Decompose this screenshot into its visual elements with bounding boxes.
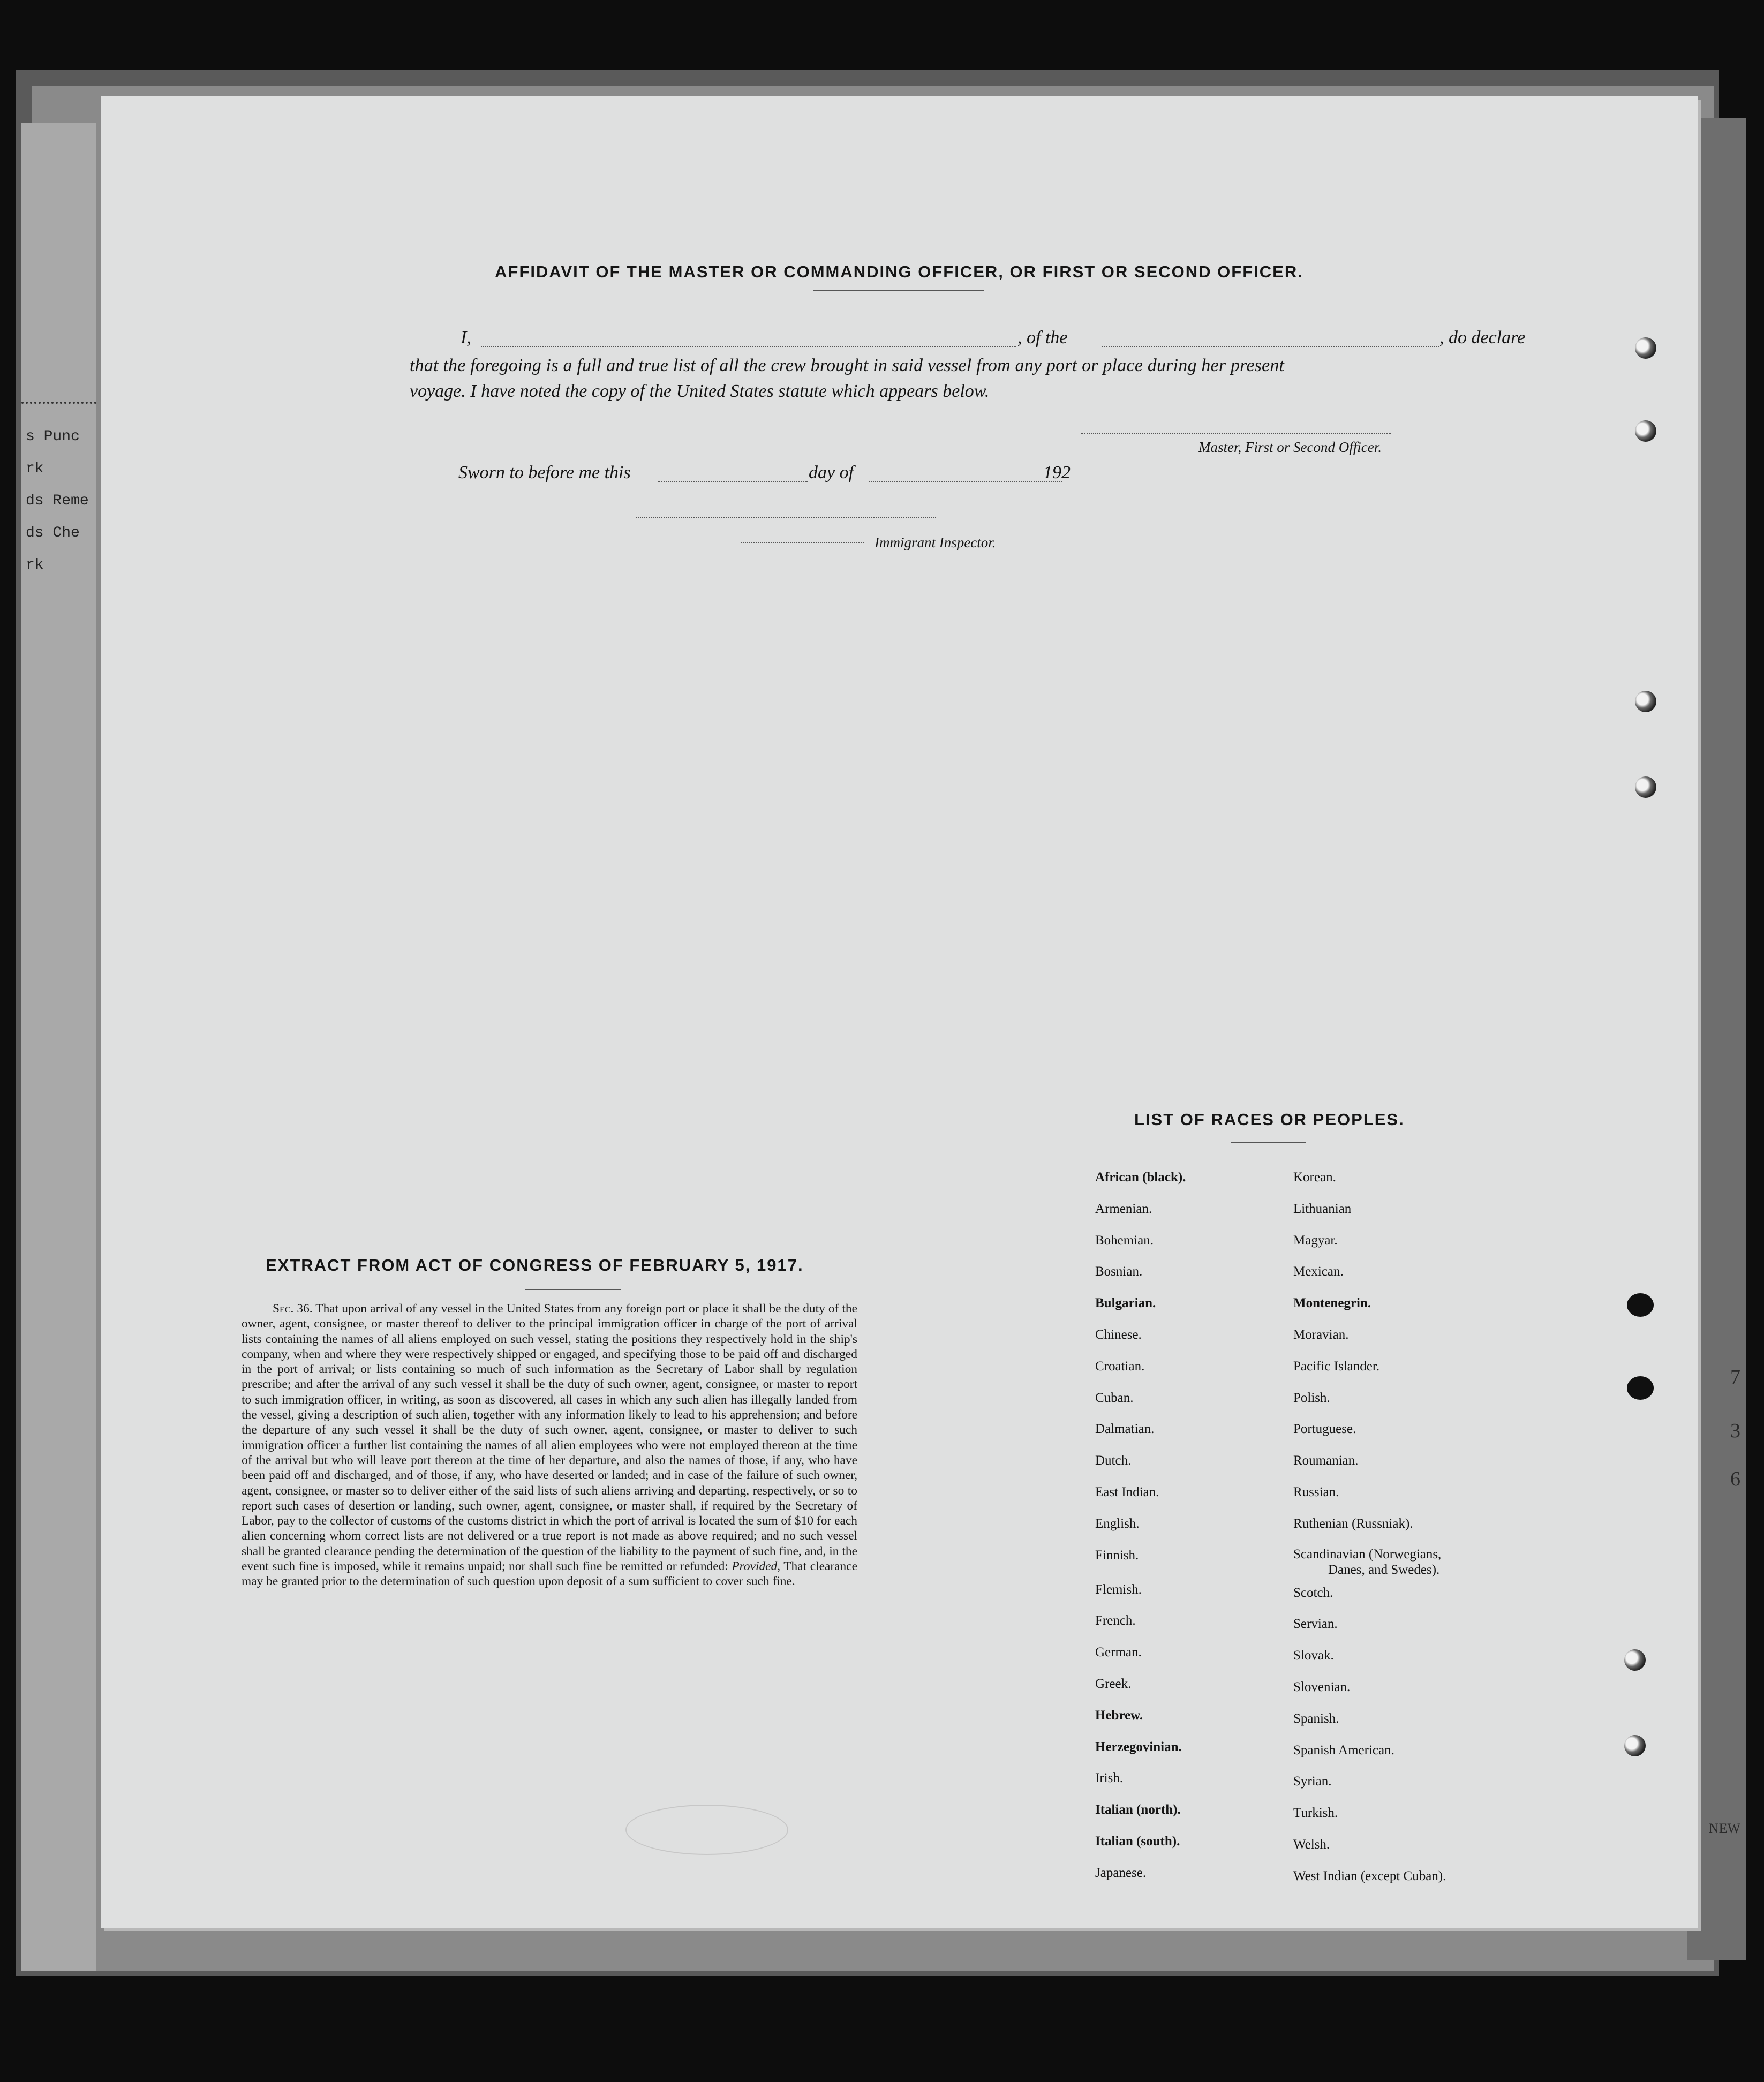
race-item: Italian (north). (1095, 1802, 1181, 1817)
left-underlying-sheet (21, 123, 96, 1971)
race-item: Chinese. (1095, 1327, 1142, 1342)
race-item: Bosnian. (1095, 1264, 1143, 1279)
race-item: Scotch. (1293, 1585, 1333, 1600)
race-item: Italian (south). (1095, 1834, 1180, 1849)
extract-paragraph: That upon arrival of any vessel in the United States from any foreign port or place it shall be the duty of the owner, agent, consignee, or master thereof to deliver to the principal immigration officer in charge of the port of arrival lists containing the names of all aliens employed on such vessel, stating the positions they respectively hold in the ship's company, when and where they were respectively shipped or engaged, and specifying those to be paid off and discharged in the port of arrival; or lists containing so much of such information as the Secretary of Labor shall by regulation prescribe; and after the arrival of any such vessel it shall be the duty of such owner, agent, consignee, or master to report to such immigration officer, in writing, as soon as discovered, all cases in which any such alien has illegally landed from the vessel, giving a description of such alien, together with any information likely to lead to his apprehension; and before the departure of any such vessel it shall be the duty of such owner, agent, consignee, or master to deliver to such immigration officer a further list containing the names of all alien employees who were not employed thereon at the time of the arrival but who will leave port thereon at the time of her departure, and also the names of those, if any, who have been paid off and discharged, and of those, if any, who have deserted or landed; and in case of the failure of such owner, agent, consignee, or master so to deliver either of the said lists of such aliens arriving and departing, respectively, or so to report such cases of desertion or landing, such owner, agent, consignee, or master shall, if required by the Secretary of Labor, pay to the collector of customs of the customs district in which the port of arrival is located the sum of $10 for each alien concerning whom correct lists are not delivered or a true report is not made as above required; and no such vessel shall be granted clearance pending the determination of the question of the liability to the payment of such fine, and, in the event such fine is imposed, while it remains unpaid; nor shall such fine be remitted or refunded: (242, 1302, 857, 1574)
race-item: Spanish American. (1293, 1742, 1394, 1757)
race-item: Turkish. (1293, 1806, 1338, 1821)
race-item: Hebrew. (1095, 1708, 1143, 1723)
race-item: Lithuanian (1293, 1201, 1352, 1216)
punch-hole (1627, 1293, 1654, 1317)
race-item: Moravian. (1293, 1327, 1349, 1342)
i-label: I, (461, 328, 471, 348)
punch-hole (1624, 1649, 1646, 1671)
race-item: Magyar. (1293, 1233, 1338, 1248)
race-item: Roumanian. (1293, 1453, 1359, 1468)
race-item: Irish. (1095, 1771, 1124, 1786)
manifest-page (101, 96, 1698, 1928)
race-item: Slovak. (1293, 1648, 1334, 1663)
races-rule (1231, 1142, 1306, 1143)
race-item: Armenian. (1095, 1201, 1152, 1216)
race-item: African (black). (1095, 1170, 1186, 1185)
race-item: Ruthenian (Russniak). (1293, 1516, 1413, 1531)
extract-paragraph-end: That clearance may be granted prior to the determination of such question upon deposit of a sum sufficient to cover such fine. (242, 1559, 857, 1589)
left-dotted-line (21, 402, 96, 404)
signature-blank (1081, 433, 1391, 434)
race-item: Servian. (1293, 1617, 1338, 1632)
affidavit-title: AFFIDAVIT OF THE MASTER OR COMMANDING OFFICER, OR FIRST OR SECOND OFFICER. (495, 262, 1303, 281)
race-item: Pacific Islander. (1293, 1359, 1380, 1374)
name-blank (481, 346, 1016, 347)
race-item: German. (1095, 1645, 1142, 1660)
vessel-blank (1102, 346, 1439, 347)
right-fragment: 6 (1730, 1468, 1740, 1490)
day-blank (658, 481, 808, 482)
title-rule (813, 290, 984, 291)
race-item: Japanese. (1095, 1865, 1147, 1880)
inspector-sig-blank (636, 517, 936, 518)
sworn-label: Sworn to before me this (458, 463, 631, 482)
races-left-column (1095, 1162, 1186, 1889)
day-of-label: day of (809, 463, 854, 482)
race-item: Welsh. (1293, 1837, 1330, 1852)
race-item: Spanish. (1293, 1711, 1339, 1726)
statement-line-2: voyage. I have noted the copy of the United States statute which appears below. (410, 381, 990, 401)
race-item: Cuban. (1095, 1390, 1134, 1405)
left-fragment: rk (26, 461, 44, 477)
race-item: Finnish. (1095, 1548, 1139, 1563)
race-item: Dutch. (1095, 1453, 1132, 1468)
left-fragment: ds Che (26, 525, 80, 541)
extract-body (242, 1301, 857, 1589)
race-item: Herzegovinian. (1095, 1739, 1182, 1754)
inspector-blank (741, 542, 864, 543)
left-fragment: rk (26, 557, 44, 574)
punch-hole (1624, 1735, 1646, 1756)
race-item: Dalmatian. (1095, 1422, 1155, 1437)
race-item: Croatian. (1095, 1359, 1145, 1374)
month-blank (869, 481, 1062, 482)
race-item: English. (1095, 1516, 1140, 1531)
race-item: Danes, and Swedes). (1328, 1562, 1440, 1577)
race-item: French. (1095, 1613, 1136, 1628)
race-item: Bulgarian. (1095, 1296, 1156, 1311)
do-declare-label: , do declare (1439, 328, 1526, 348)
punch-hole (1635, 691, 1656, 712)
signature-caption: Master, First or Second Officer. (1198, 439, 1382, 455)
year-prefix: 192 (1043, 463, 1071, 482)
race-item: Scandinavian (Norwegians, (1293, 1547, 1442, 1562)
section-label: Sec. 36. (273, 1302, 313, 1316)
races-title: LIST OF RACES OR PEOPLES. (1134, 1110, 1405, 1129)
race-item: Syrian. (1293, 1774, 1332, 1789)
punch-hole (1635, 776, 1656, 798)
race-item: Flemish. (1095, 1582, 1142, 1597)
race-item: Montenegrin. (1293, 1296, 1371, 1311)
race-item: Greek. (1095, 1676, 1132, 1691)
right-fragment: 7 (1730, 1366, 1740, 1389)
provided-label: Provided, (732, 1559, 781, 1574)
right-fragment: 3 (1730, 1420, 1740, 1442)
right-fragment: NEW (1708, 1821, 1740, 1836)
races-right-column (1293, 1162, 1446, 1892)
race-item: East Indian. (1095, 1484, 1159, 1499)
punch-hole (1627, 1376, 1654, 1400)
extract-title: EXTRACT FROM ACT OF CONGRESS OF FEBRUARY 5, 1917. (266, 1256, 804, 1274)
punch-hole (1635, 420, 1656, 442)
race-item: Portuguese. (1293, 1422, 1356, 1437)
faint-stamp (625, 1805, 788, 1855)
left-fragment: ds Reme (26, 493, 89, 509)
punch-hole (1635, 337, 1656, 359)
race-item: Bohemian. (1095, 1233, 1154, 1248)
race-item: Russian. (1293, 1484, 1339, 1499)
of-the-label: , of the (1017, 328, 1068, 348)
race-item: Polish. (1293, 1390, 1330, 1405)
statement-line-1: that the foregoing is a full and true list of all the crew brought in said vessel from any port or place during her present (410, 356, 1285, 375)
race-item: West Indian (except Cuban). (1293, 1868, 1446, 1883)
extract-rule (525, 1289, 621, 1290)
race-item: Slovenian. (1293, 1679, 1351, 1694)
race-item: Mexican. (1293, 1264, 1344, 1279)
left-fragment: s Punc (26, 428, 80, 445)
race-item: Korean. (1293, 1170, 1336, 1185)
inspector-caption: Immigrant Inspector. (875, 534, 996, 550)
